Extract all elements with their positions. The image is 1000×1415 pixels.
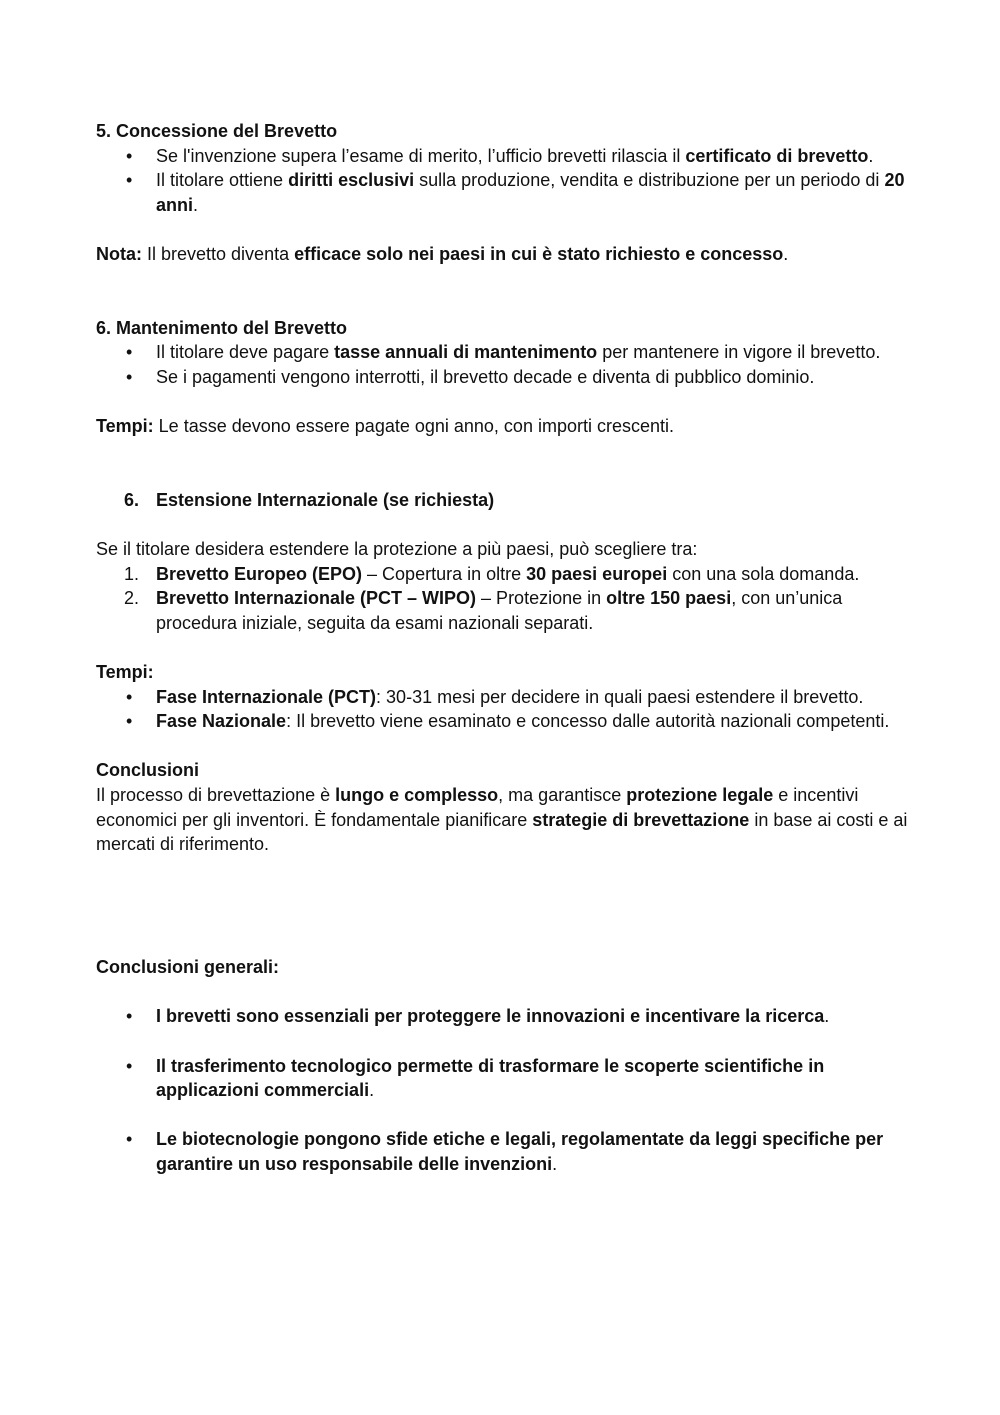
section-6-heading: 6. Mantenimento del Brevetto	[96, 317, 348, 338]
list-item: • Se l'invenzione supera l’esame di merito, l’ufficio brevetti rilascia il certificato di brevetto.	[96, 144, 908, 169]
general-conclusions-heading: Conclusioni generali:	[96, 957, 280, 978]
list-item: • Fase Nazionale: Il brevetto viene esaminato e concesso dalle autorità nazionali competenti.	[96, 709, 908, 734]
tempi-heading: Tempi:	[96, 662, 154, 683]
list-item: • Il titolare deve pagare tasse annuali di mantenimento per mantenere in vigore il brevetto.	[96, 340, 908, 365]
list-item: • Fase Internazionale (PCT): 30-31 mesi per decidere in quali paesi estendere il brevetto.	[96, 685, 908, 710]
tempi-paragraph: Tempi: Le tasse devono essere pagate ogni anno, con importi crescenti.	[96, 416, 674, 437]
list-item: • Le biotecnologie pongono sfide etiche e legali, regolamentate da leggi specifiche per garantire un uso responsabile delle invenzioni.	[96, 1127, 908, 1176]
nota-paragraph: Nota: Il brevetto diventa efficace solo nei paesi in cui è stato richiesto e concesso.	[96, 243, 789, 264]
list-item: • Il trasferimento tecnologico permette di trasformare le scoperte scientifiche in applicazioni commerciali.	[96, 1054, 908, 1103]
section-5-list	[96, 144, 908, 218]
section-5-heading: 5. Concessione del Brevetto	[96, 121, 338, 141]
list-item: • Il titolare ottiene diritti esclusivi sulla produzione, vendita e distribuzione per un periodo di 20 anni.	[96, 168, 908, 217]
section-6-list	[96, 340, 908, 389]
general-conclusions-list	[96, 1004, 908, 1176]
list-item: 2. Brevetto Internazionale (PCT – WIPO) – Protezione in oltre 150 paesi, con un’unica procedura iniziale, seguita da esami nazionali separati.	[124, 588, 843, 633]
list-item: • Se i pagamenti vengono interrotti, il brevetto decade e diventa di pubblico dominio.	[96, 365, 908, 390]
conclusions-paragraph: Il processo di brevettazione è lungo e complesso, ma garantisce protezione legale e incentivi economici per gli inventori. È fondamentale pianificare strategie di brevettazione in base ai costi e ai mercati di riferimento.	[96, 785, 908, 855]
extension-intro: Se il titolare desidera estendere la protezione a più paesi, può scegliere tra:	[96, 539, 698, 560]
document-page	[96, 119, 908, 1177]
extension-options-list	[96, 562, 908, 636]
section-6b-heading: 6. Estensione Internazionale (se richiesta)	[124, 489, 495, 510]
conclusions-heading: Conclusioni	[96, 760, 199, 781]
list-item: • I brevetti sono essenziali per proteggere le innovazioni e incentivare la ricerca.	[96, 1004, 908, 1029]
tempi-list	[96, 685, 908, 734]
list-item: 1. Brevetto Europeo (EPO) – Copertura in oltre 30 paesi europei con una sola domanda.	[124, 563, 860, 584]
